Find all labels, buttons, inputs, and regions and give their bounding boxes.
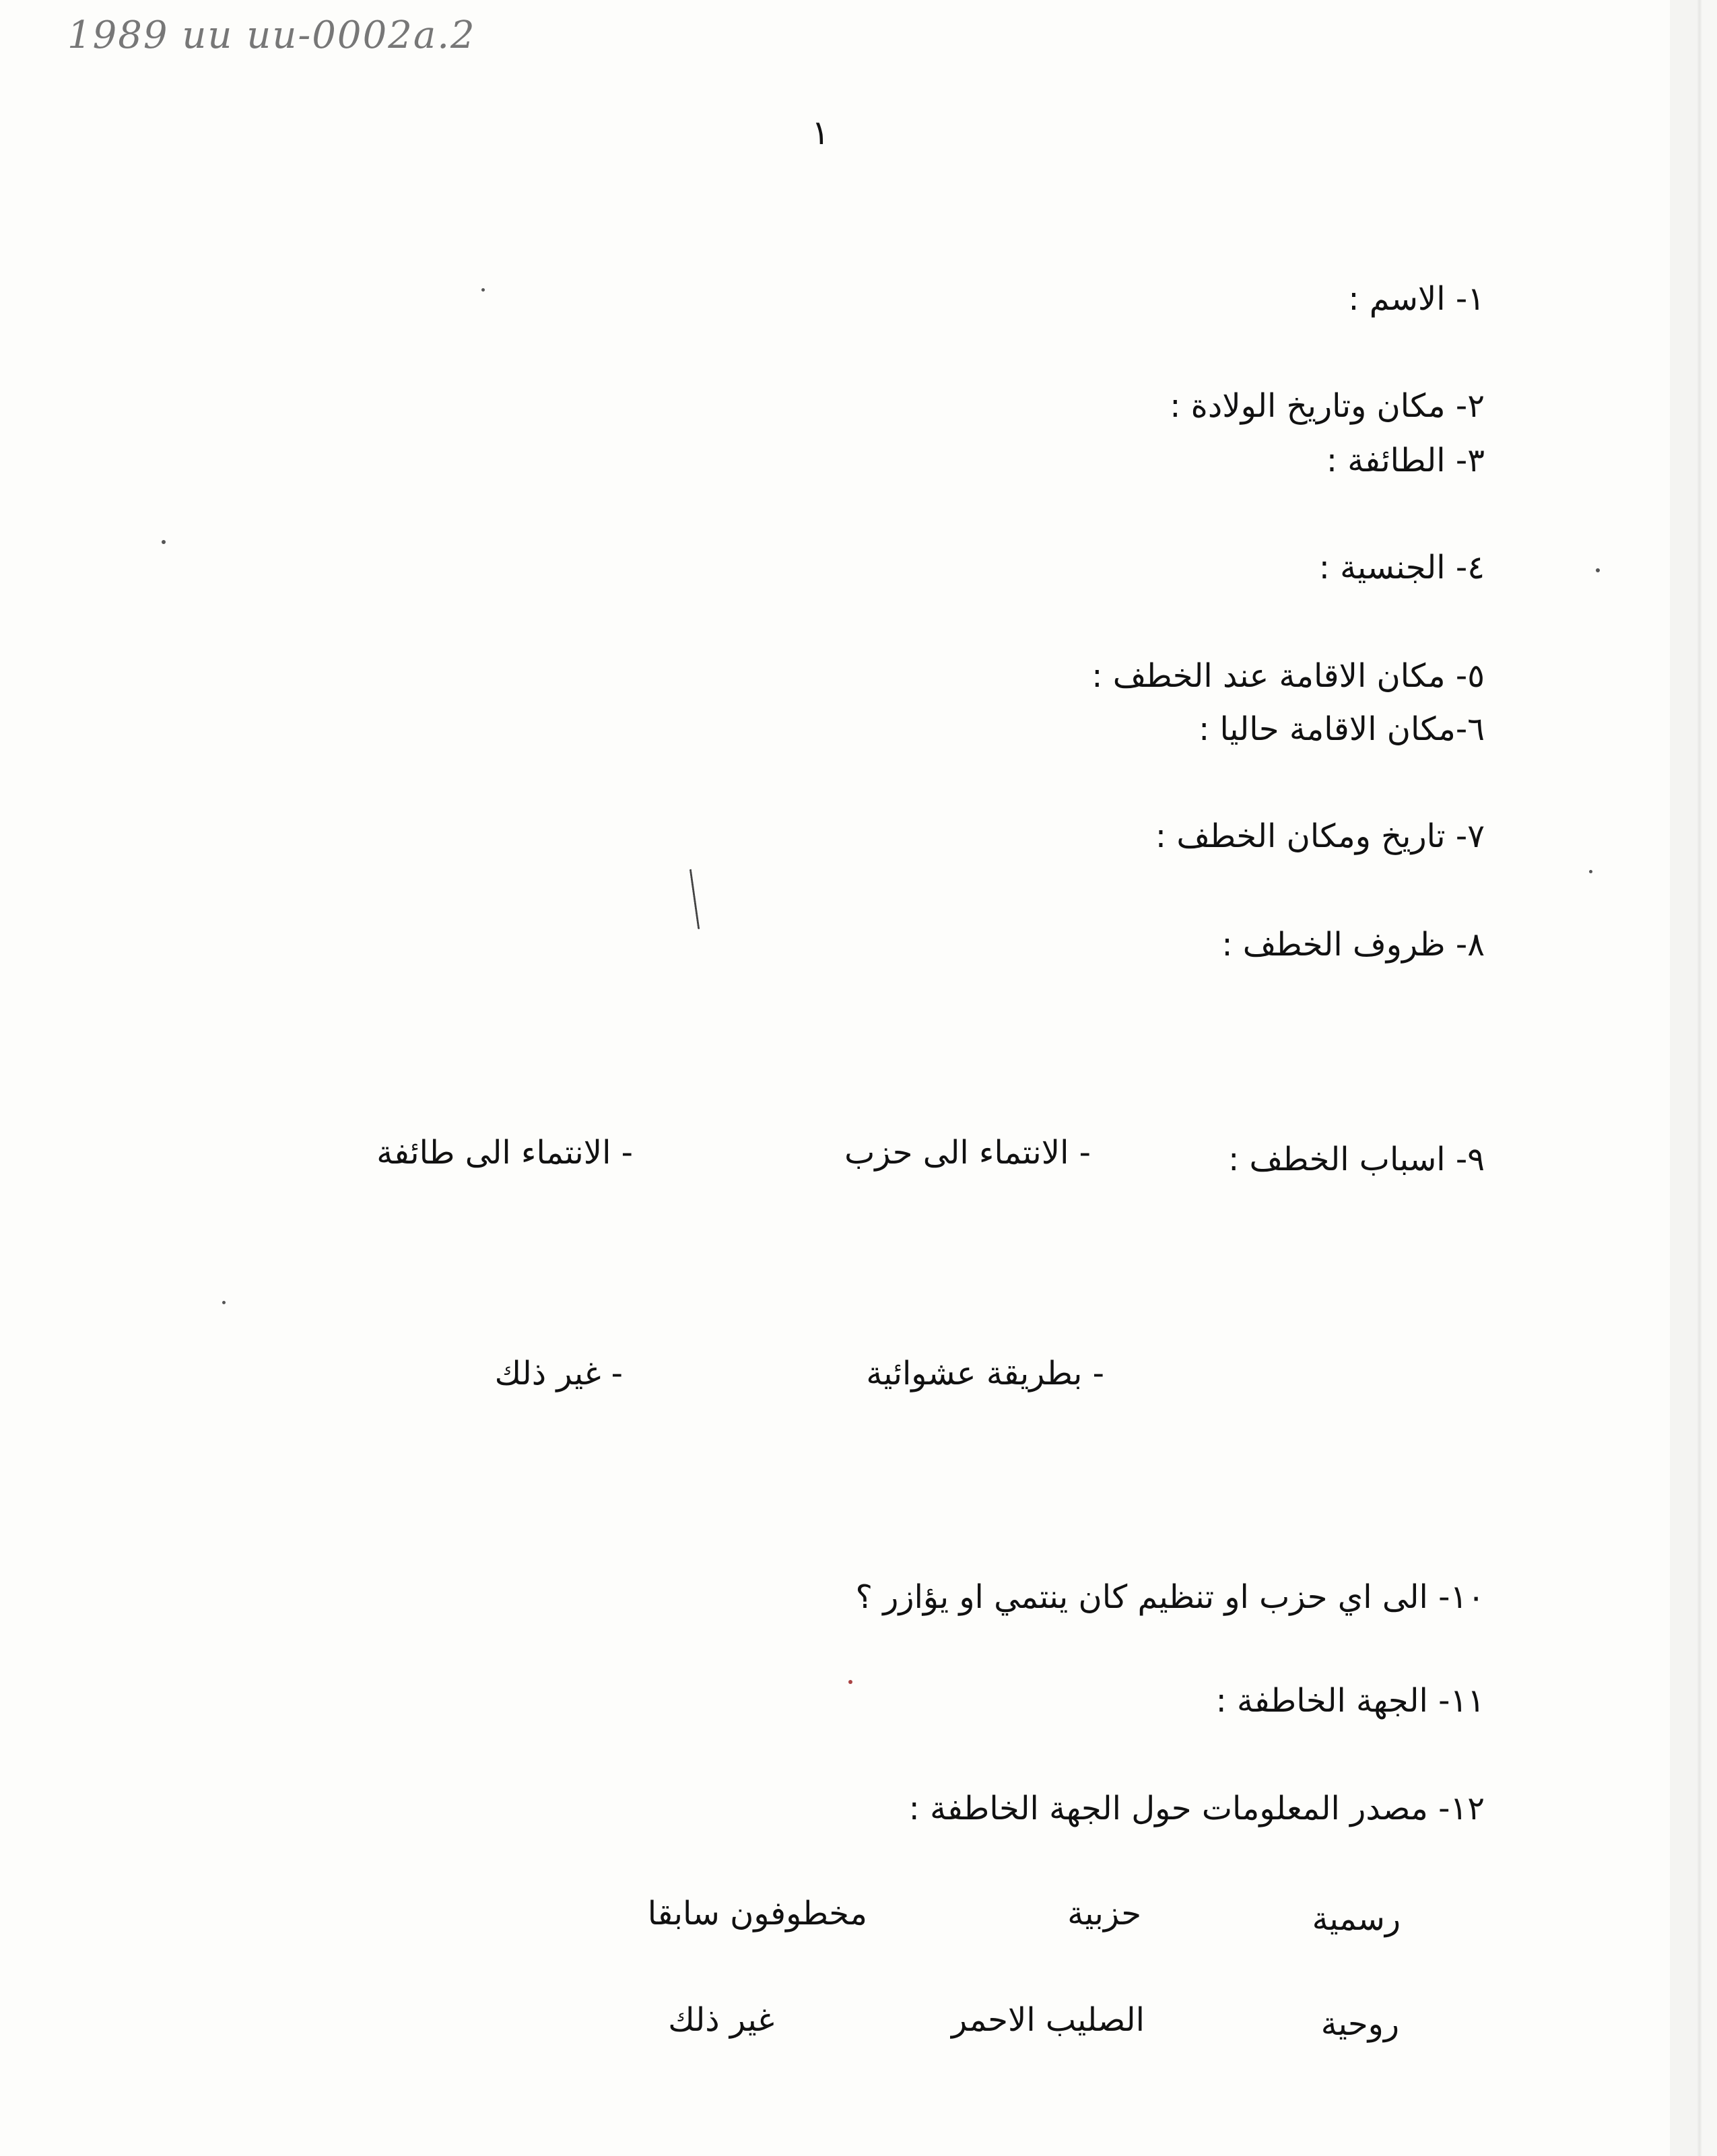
question-current-residence: ٦-مكان الاقامة حاليا : (1199, 710, 1485, 748)
question-sect: ٣- الطائفة : (1326, 442, 1485, 479)
question-party-affiliation: ١٠- الى اي حزب او تنظيم كان ينتمي او يؤازر ؟ (855, 1578, 1485, 1616)
question-residence-at-kidnap: ٥- مكان الاقامة عند الخطف : (1091, 657, 1485, 695)
paper-speck (222, 1301, 226, 1304)
page-edge (1670, 0, 1717, 2156)
source-red-cross: الصليب الاحمر (951, 2001, 1145, 2039)
reason-party-affiliation: - الانتماء الى حزب (844, 1134, 1091, 1172)
question-nationality: ٤- الجنسية : (1318, 549, 1485, 586)
question-kidnap-reasons: ٩- اسباب الخطف : (1228, 1141, 1485, 1178)
question-kidnap-circumstances: ٨- ظروف الخطف : (1221, 926, 1485, 964)
question-birth-place-date: ٢- مكان وتاريخ الولادة : (1170, 387, 1485, 425)
page-number: ١ (811, 113, 830, 152)
reason-other: - غير ذلك (494, 1355, 623, 1392)
reason-random: - بطريقة عشوائية (866, 1355, 1104, 1392)
paper-speck (162, 540, 166, 544)
question-kidnapping-party: ١١- الجهة الخاطفة : (1215, 1682, 1485, 1720)
paper-speck (481, 288, 485, 292)
paper-speck (1589, 870, 1592, 873)
source-other: غير ذلك (668, 2001, 774, 2039)
archive-reference: 1989 uu uu-0002a.2 (67, 13, 476, 57)
reason-sect-affiliation: - الانتماء الى طائفة (376, 1134, 633, 1172)
source-former-kidnapped: مخطوفون سابقا (647, 1895, 867, 1932)
paper-speck (1596, 568, 1600, 572)
question-name: ١- الاسم : (1348, 280, 1485, 318)
source-religious: روحية (1320, 2005, 1399, 2043)
pen-mark (689, 869, 704, 929)
question-kidnap-date-place: ٧- تاريخ ومكان الخطف : (1155, 817, 1485, 855)
question-info-source: ١٢- مصدر المعلومات حول الجهة الخاطفة : (908, 1790, 1485, 1827)
paper-speck (848, 1680, 852, 1684)
source-partisan: حزبية (1067, 1895, 1141, 1932)
source-official: رسمية (1312, 1900, 1401, 1938)
